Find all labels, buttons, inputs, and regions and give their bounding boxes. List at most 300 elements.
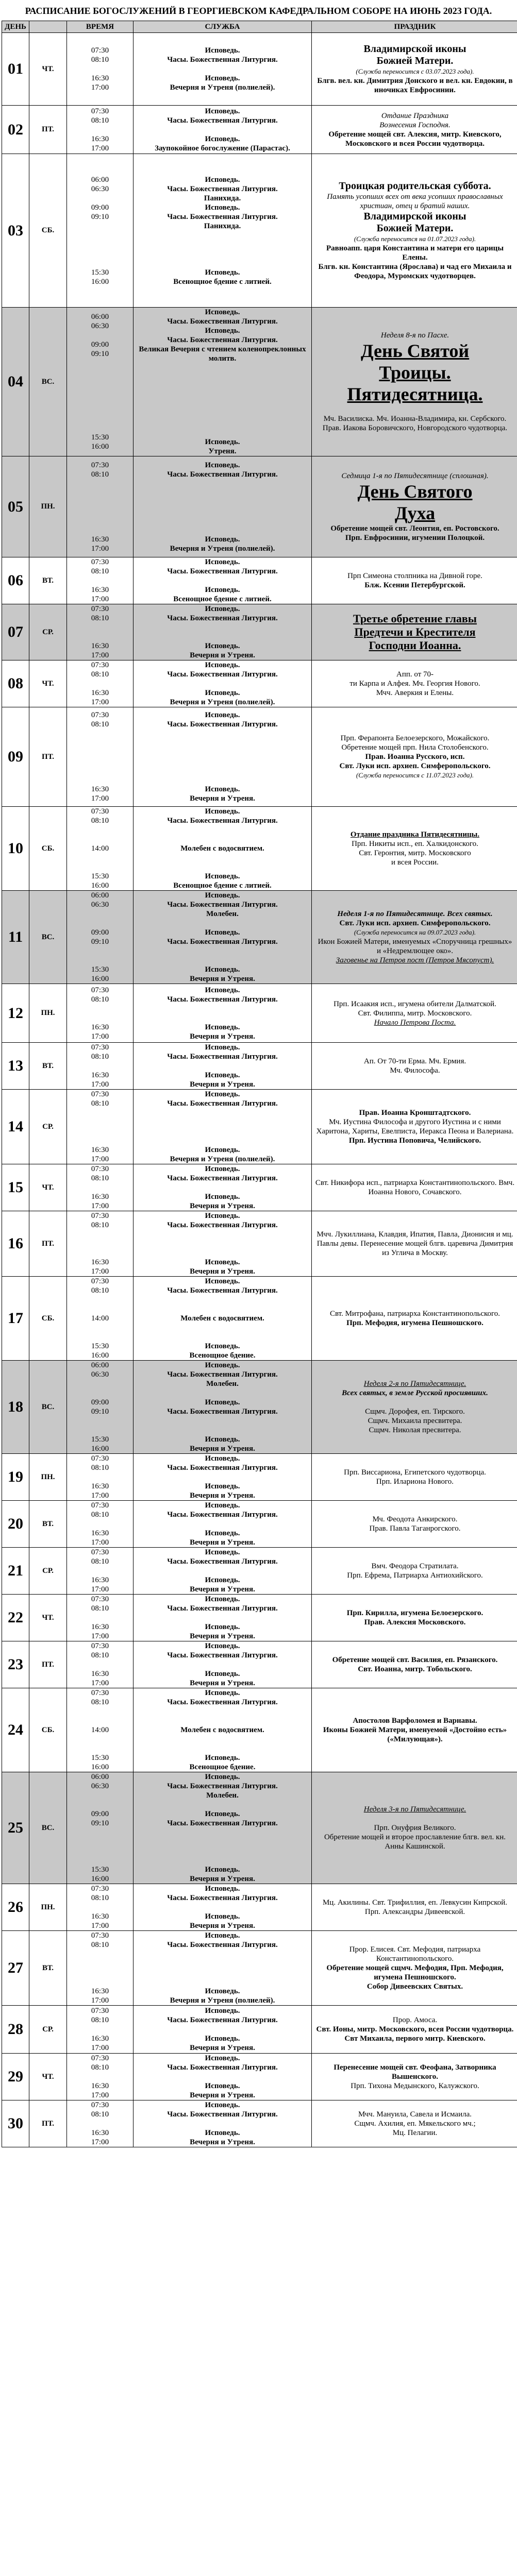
service-name (134, 1183, 311, 1192)
weekday: ПТ. (29, 1211, 67, 1277)
service-time: 17:00 (91, 83, 109, 92)
service-name (134, 1061, 311, 1071)
day-number: 27 (2, 1931, 29, 2006)
service-time: 16:30 (91, 134, 109, 143)
service-name (134, 1735, 311, 1744)
feast-line: Прор. Елисея. Свт. Мефодия, патриарха Константинопольского. (349, 1945, 481, 1963)
feast-line: Мч. Философа. (390, 1066, 440, 1075)
service-time: 08:10 (91, 1941, 109, 1949)
service-time: 17:00 (91, 544, 109, 553)
service-name: Всенощное бдение. (189, 1763, 256, 1771)
table-row (2, 1211, 517, 1277)
service-time: 14:00 (91, 1726, 109, 1734)
service-time: 08:10 (91, 567, 109, 575)
service-time: 07:30 (91, 661, 109, 669)
feast-line: Блж. Ксении Петербургской. (364, 581, 465, 589)
weekday: СР. (29, 604, 67, 660)
feast-line: Свт. Митрофана, патриарха Константинопольского. (329, 1310, 501, 1318)
service-name: Исповедь. (205, 2007, 240, 2015)
service-time (67, 125, 133, 134)
feast-line: Седмица 1-я по Пятидесятнице (сплошная). (341, 471, 489, 480)
feast-line: Прп. Мефодия, игумена Пешношского. (346, 1319, 483, 1327)
service-time (67, 1837, 133, 1846)
service-name: Исповедь. (205, 1071, 240, 1079)
day-number: 05 (2, 456, 29, 557)
service-cell (134, 1931, 312, 2006)
service-name (134, 2025, 311, 2034)
header-feast: ПРАЗДНИК (312, 21, 517, 33)
service-name: Исповедь. (205, 1529, 240, 1537)
service-name: Исповедь. (205, 891, 240, 900)
service-name: Часы. Божественная Литургия. (167, 567, 278, 575)
service-name: Исповедь. (205, 1023, 240, 1031)
feast-line: Мц. Акилины. Свт. Трифиллия, еп. Левкусин Кипрской. (322, 1899, 508, 1907)
feast-cell (312, 1548, 517, 1595)
service-time: 07:30 (91, 605, 109, 613)
service-time: 16:30 (91, 785, 109, 793)
service-time (67, 1735, 133, 1744)
service-time: 09:10 (91, 350, 109, 358)
weekday: СБ. (29, 154, 67, 308)
service-name: Исповедь. (205, 785, 240, 793)
service-time: 17:00 (91, 651, 109, 659)
feast-cell (312, 1772, 517, 1884)
feast-line: День Святого (357, 481, 473, 502)
service-time (67, 1013, 133, 1023)
service-time (67, 1519, 133, 1529)
day-number: 14 (2, 1090, 29, 1164)
service-name: Исповедь. (205, 1885, 240, 1893)
service-time: 16:30 (91, 1912, 109, 1921)
feast-cell (312, 2054, 517, 2100)
service-name: Вечерня и Утреня (полиелей). (170, 1996, 275, 2005)
table-row (2, 1931, 517, 2006)
service-time (67, 396, 133, 405)
service-name: Исповедь. (205, 1258, 240, 1266)
service-name: Исповедь. (205, 928, 240, 937)
feast-line: Заговенье на Петров пост (Петров Мясопуст). (336, 956, 494, 964)
time-cell (67, 1595, 134, 1641)
service-name (134, 231, 311, 240)
feast-line: Обретение мощей и второе прославление блгв. вел. кн. Анны Кашинской. (324, 1833, 506, 1851)
service-name: Часы. Божественная Литургия. (167, 1464, 278, 1472)
service-time: 15:30 (91, 1342, 109, 1350)
service-time (67, 498, 133, 507)
service-time: 15:30 (91, 1866, 109, 1874)
time-cell (67, 33, 134, 106)
feast-line: и всея России. (391, 858, 439, 867)
feast-line: Мчч. Мануила, Савела и Исмаила. (358, 2110, 472, 2119)
service-time (67, 1828, 133, 1837)
service-time: 06:00 (91, 313, 109, 321)
feast-line: (Служба переносится с 11.07.2023 года). (356, 771, 474, 779)
service-name (134, 372, 311, 382)
table-row (2, 2054, 517, 2100)
service-name: Исповедь. (205, 46, 240, 55)
service-name: Исповедь. (205, 1277, 240, 1285)
feast-cell (312, 707, 517, 807)
service-cell (134, 1595, 312, 1641)
table-row (2, 984, 517, 1043)
table-row (2, 1884, 517, 1931)
service-name (134, 1136, 311, 1145)
service-name: Исповедь. (205, 175, 240, 184)
service-name (134, 1013, 311, 1023)
service-time: 07:30 (91, 1043, 109, 1052)
service-time: 16:30 (91, 2129, 109, 2137)
service-name (134, 526, 311, 535)
feast-line: Прор. Амоса. (392, 2016, 438, 2024)
feast-cell (312, 604, 517, 660)
service-name: Часы. Божественная Литургия. (167, 116, 278, 125)
service-name: Исповедь. (205, 535, 240, 544)
service-name: Исповедь. (205, 1670, 240, 1678)
service-time (67, 835, 133, 844)
service-name (134, 2119, 311, 2128)
service-cell (134, 557, 312, 604)
day-number: 21 (2, 1548, 29, 1595)
service-time: 09:00 (91, 341, 109, 349)
weekday: ВТ. (29, 1501, 67, 1548)
service-time: 16:00 (91, 443, 109, 451)
service-name: Часы. Божественная Литургия. (167, 1604, 278, 1613)
table-row (2, 1454, 517, 1501)
service-name (134, 64, 311, 74)
service-time: 16:30 (91, 1576, 109, 1584)
service-name: Панихида. (204, 222, 241, 230)
service-time: 09:00 (91, 1398, 109, 1406)
service-time (67, 249, 133, 259)
service-name (134, 1416, 311, 1426)
weekday: ПТ. (29, 1641, 67, 1688)
service-name: Исповедь. (205, 586, 240, 594)
service-time (67, 775, 133, 785)
feast-cell (312, 1211, 517, 1277)
service-name (134, 1117, 311, 1127)
service-time: 07:30 (91, 1595, 109, 1603)
table-row (2, 154, 517, 308)
time-cell (67, 807, 134, 891)
feast-line: Господни Иоанна. (369, 639, 461, 652)
service-name: Исповедь. (205, 1642, 240, 1650)
service-time (67, 1426, 133, 1435)
day-number: 30 (2, 2100, 29, 2147)
service-name: Вечерня и Утреня (полиелей). (170, 83, 275, 92)
table-row (2, 557, 517, 604)
service-time (67, 623, 133, 632)
service-time (67, 1230, 133, 1239)
service-name (134, 679, 311, 688)
service-time: 16:30 (91, 1529, 109, 1537)
service-time: 14:00 (91, 1314, 109, 1323)
service-name: Исповедь. (205, 1754, 240, 1762)
service-cell (134, 106, 312, 154)
service-time (67, 1239, 133, 1248)
service-time (67, 748, 133, 757)
service-name (134, 1295, 311, 1304)
service-name (134, 428, 311, 437)
service-time: 08:10 (91, 470, 109, 479)
day-number: 08 (2, 660, 29, 707)
header-service: СЛУЖБА (134, 21, 312, 33)
feast-line: Ап. От 70-ти Ерма. Мч. Ермия. (363, 1057, 466, 1065)
service-name: Исповедь. (205, 1931, 240, 1940)
feast-line: Божией Матери. (376, 223, 454, 234)
day-number: 12 (2, 984, 29, 1043)
service-name (134, 1239, 311, 1248)
day-number: 22 (2, 1595, 29, 1641)
service-time: 08:10 (91, 720, 109, 728)
service-name (134, 1388, 311, 1398)
time-cell (67, 1772, 134, 1884)
service-time (67, 1136, 133, 1145)
feast-cell (312, 1361, 517, 1454)
service-time (67, 2025, 133, 2034)
service-time: 09:10 (91, 938, 109, 946)
service-name (134, 1323, 311, 1332)
day-number: 17 (2, 1277, 29, 1361)
table-row (2, 308, 517, 456)
service-time (67, 423, 133, 433)
feast-line: Мч. Феодота Анкирского. (372, 1515, 458, 1523)
day-number: 16 (2, 1211, 29, 1277)
weekday: ВС. (29, 308, 67, 456)
service-name: Часы. Божественная Литургия. (167, 1894, 278, 1902)
feast-line: Икон Божией Матери, именуемых «Споручница грешных» и «Недремлющее око». (318, 938, 512, 955)
table-row (2, 1501, 517, 1548)
service-name (134, 1837, 311, 1846)
service-name: Часы. Божественная Литургия. (167, 1286, 278, 1295)
service-time (67, 194, 133, 203)
feast-line (315, 1398, 515, 1407)
service-time: 17:00 (91, 1538, 109, 1547)
service-time: 06:00 (91, 175, 109, 184)
feast-cell (312, 1595, 517, 1641)
service-time (67, 386, 133, 396)
time-cell (67, 604, 134, 660)
service-time: 17:00 (91, 698, 109, 706)
service-name (134, 507, 311, 516)
service-name (134, 1959, 311, 1968)
service-name: Исповедь. (205, 1576, 240, 1584)
feast-cell (312, 1641, 517, 1688)
service-time: 07:30 (91, 1548, 109, 1556)
service-time: 17:00 (91, 1996, 109, 2005)
weekday: СР. (29, 1548, 67, 1595)
service-time (67, 64, 133, 74)
day-number: 29 (2, 2054, 29, 2100)
day-number: 03 (2, 154, 29, 308)
service-time (67, 1416, 133, 1426)
service-time: 16:30 (91, 1258, 109, 1266)
feast-line: Предтечи и Крестителя (354, 625, 476, 638)
service-name: Всенощное бдение с литией. (173, 882, 272, 890)
service-name: Исповедь. (205, 986, 240, 994)
service-name: Часы. Божественная Литургия. (167, 1221, 278, 1229)
service-name: Исповедь. (205, 558, 240, 566)
service-name (134, 382, 311, 391)
service-name: Вечерня и Утреня. (190, 1080, 255, 1089)
weekday: ЧТ. (29, 660, 67, 707)
service-time: 08:10 (91, 1221, 109, 1229)
service-time (67, 368, 133, 377)
service-time: 07:30 (91, 1501, 109, 1510)
service-time: 07:30 (91, 1931, 109, 1940)
service-name: Исповедь. (205, 1342, 240, 1350)
service-time (67, 862, 133, 872)
service-time: 16:30 (91, 1146, 109, 1154)
service-name (134, 1566, 311, 1575)
service-name (134, 1903, 311, 1912)
service-name: Исповедь. (205, 1810, 240, 1818)
header-weekday (29, 21, 67, 33)
service-name (134, 498, 311, 507)
service-name: Часы. Божественная Литургия. (167, 2016, 278, 2024)
weekday: ПТ. (29, 707, 67, 807)
day-number: 06 (2, 557, 29, 604)
service-time (67, 1707, 133, 1716)
service-name: Исповедь. (205, 605, 240, 613)
table-row (2, 456, 517, 557)
service-time: 17:00 (91, 1155, 109, 1163)
service-time: 17:00 (91, 1080, 109, 1089)
time-cell (67, 1211, 134, 1277)
service-time: 15:30 (91, 965, 109, 974)
service-time: 08:10 (91, 1053, 109, 1061)
feast-line: Вмч. Феодора Стратилата. (371, 1562, 459, 1570)
service-name: Часы. Божественная Литургия. (167, 1651, 278, 1659)
service-name (134, 391, 311, 400)
service-time (67, 1108, 133, 1117)
service-time: 07:30 (91, 1277, 109, 1285)
service-time (67, 679, 133, 688)
service-time (67, 240, 133, 249)
service-name (134, 516, 311, 526)
service-name: Молебен с водосвятием. (180, 844, 264, 853)
service-time (67, 1968, 133, 1977)
service-time: 08:10 (91, 1464, 109, 1472)
feast-cell (312, 2006, 517, 2054)
service-name: Исповедь. (205, 2035, 240, 2043)
service-time: 16:00 (91, 1445, 109, 1453)
service-name (134, 1716, 311, 1725)
feast-cell (312, 456, 517, 557)
service-time: 16:00 (91, 882, 109, 890)
service-time: 06:30 (91, 1370, 109, 1379)
feast-line: Блгв. вел. кн. Димитрия Донского и вел. кн. Евдокии, в иночиках Евфросинии. (317, 77, 513, 94)
feast-line: Равноапп. царя Константина и матери его царицы Елены. (326, 244, 504, 262)
service-name: Исповедь. (205, 689, 240, 697)
feast-line (315, 405, 515, 414)
service-name: Исповедь. (205, 661, 240, 669)
weekday: ПН. (29, 1454, 67, 1501)
service-name: Исповедь. (205, 1623, 240, 1631)
feast-cell (312, 308, 517, 456)
feast-cell (312, 891, 517, 984)
feast-line: Обретение мощей сщмч. Мефодия, Прп. Мефодия, игумена Пешношского. (326, 1964, 504, 1981)
feast-line: Отдание праздника Пятидесятницы. (350, 831, 480, 839)
feast-line: Сщмч. Михаила пресвитера. (368, 1417, 462, 1425)
day-number: 23 (2, 1641, 29, 1688)
weekday: ЧТ. (29, 33, 67, 106)
service-time: 16:00 (91, 277, 109, 286)
service-name: Исповедь. (205, 1165, 240, 1173)
feast-cell (312, 1931, 517, 2006)
service-name (134, 240, 311, 249)
service-name: Всенощное бдение с литией. (173, 595, 272, 603)
service-name: Исповедь. (205, 1398, 240, 1406)
feast-cell (312, 1043, 517, 1090)
service-time: 08:10 (91, 1174, 109, 1182)
service-time (67, 766, 133, 775)
feast-line: Обретение мощей свт. Алексия, митр. Киевского, Московского и всея России чудотворца. (328, 130, 502, 148)
service-name (134, 919, 311, 928)
service-time: 08:10 (91, 1286, 109, 1295)
header-day: ДЕНЬ (2, 21, 29, 33)
service-name (134, 1519, 311, 1529)
service-name (134, 1127, 311, 1136)
service-name: Всенощное бдение. (189, 1351, 256, 1360)
table-row (2, 807, 517, 891)
feast-cell (312, 1501, 517, 1548)
weekday: СБ. (29, 1277, 67, 1361)
service-time (67, 1716, 133, 1725)
feast-line: Иконы Божией Матери, именуемой «Достойно есть» («Милующая»). (323, 1726, 507, 1743)
feast-line: Владимирской иконы (363, 43, 466, 55)
service-name: Часы. Божественная Литургия. (167, 614, 278, 622)
service-name (134, 1230, 311, 1239)
feast-line: Прп. Иустина Поповича, Челийского. (348, 1137, 481, 1145)
day-number: 28 (2, 2006, 29, 2054)
service-name: Молебен. (206, 1380, 239, 1388)
feast-line: Обретение мощей свт. Леонтия, еп. Ростовского. (330, 524, 499, 533)
service-name: Исповедь. (205, 872, 240, 880)
service-name: Вечерня и Утреня. (190, 1632, 255, 1640)
service-name: Молебен. (206, 910, 239, 918)
feast-line: Прп. Никиты исп., еп. Халкидонского. (352, 840, 478, 848)
service-name (134, 738, 311, 748)
feast-cell (312, 106, 517, 154)
feast-line: Пятидесятница. (347, 384, 483, 404)
service-time: 16:30 (91, 535, 109, 544)
weekday: ВТ. (29, 1931, 67, 2006)
service-name: Часы. Божественная Литургия. (167, 2063, 278, 2072)
service-name: Исповедь. (205, 1361, 240, 1369)
feast-line: Прп Симеона столпника на Дивной горе. (347, 572, 482, 580)
service-name (134, 363, 311, 372)
service-time: 08:10 (91, 614, 109, 622)
feast-cell (312, 154, 517, 308)
service-time: 16:00 (91, 1351, 109, 1360)
service-name (134, 825, 311, 835)
feast-line: Неделя 3-я по Пятидесятнице. (363, 1805, 466, 1814)
service-name: Исповедь. (205, 1689, 240, 1697)
table-row (2, 1164, 517, 1211)
feast-line: Прп. Ферапонта Белоезерского, Можайского. (340, 734, 490, 742)
service-time: 17:00 (91, 1679, 109, 1687)
service-time: 17:00 (91, 1585, 109, 1594)
service-cell (134, 604, 312, 660)
service-name (134, 729, 311, 738)
service-time: 16:30 (91, 642, 109, 650)
service-name (134, 1613, 311, 1622)
weekday: ВС. (29, 1772, 67, 1884)
feast-line: Неделя 8-я по Пасхе. (380, 331, 449, 340)
feast-line: Свт. Никифора исп., патриарха Константинопольского. Вмч. Иоанна Нового, Сочавского. (315, 1179, 515, 1196)
service-name: Исповедь. (205, 1595, 240, 1603)
time-cell (67, 1931, 134, 2006)
service-time (67, 1379, 133, 1388)
